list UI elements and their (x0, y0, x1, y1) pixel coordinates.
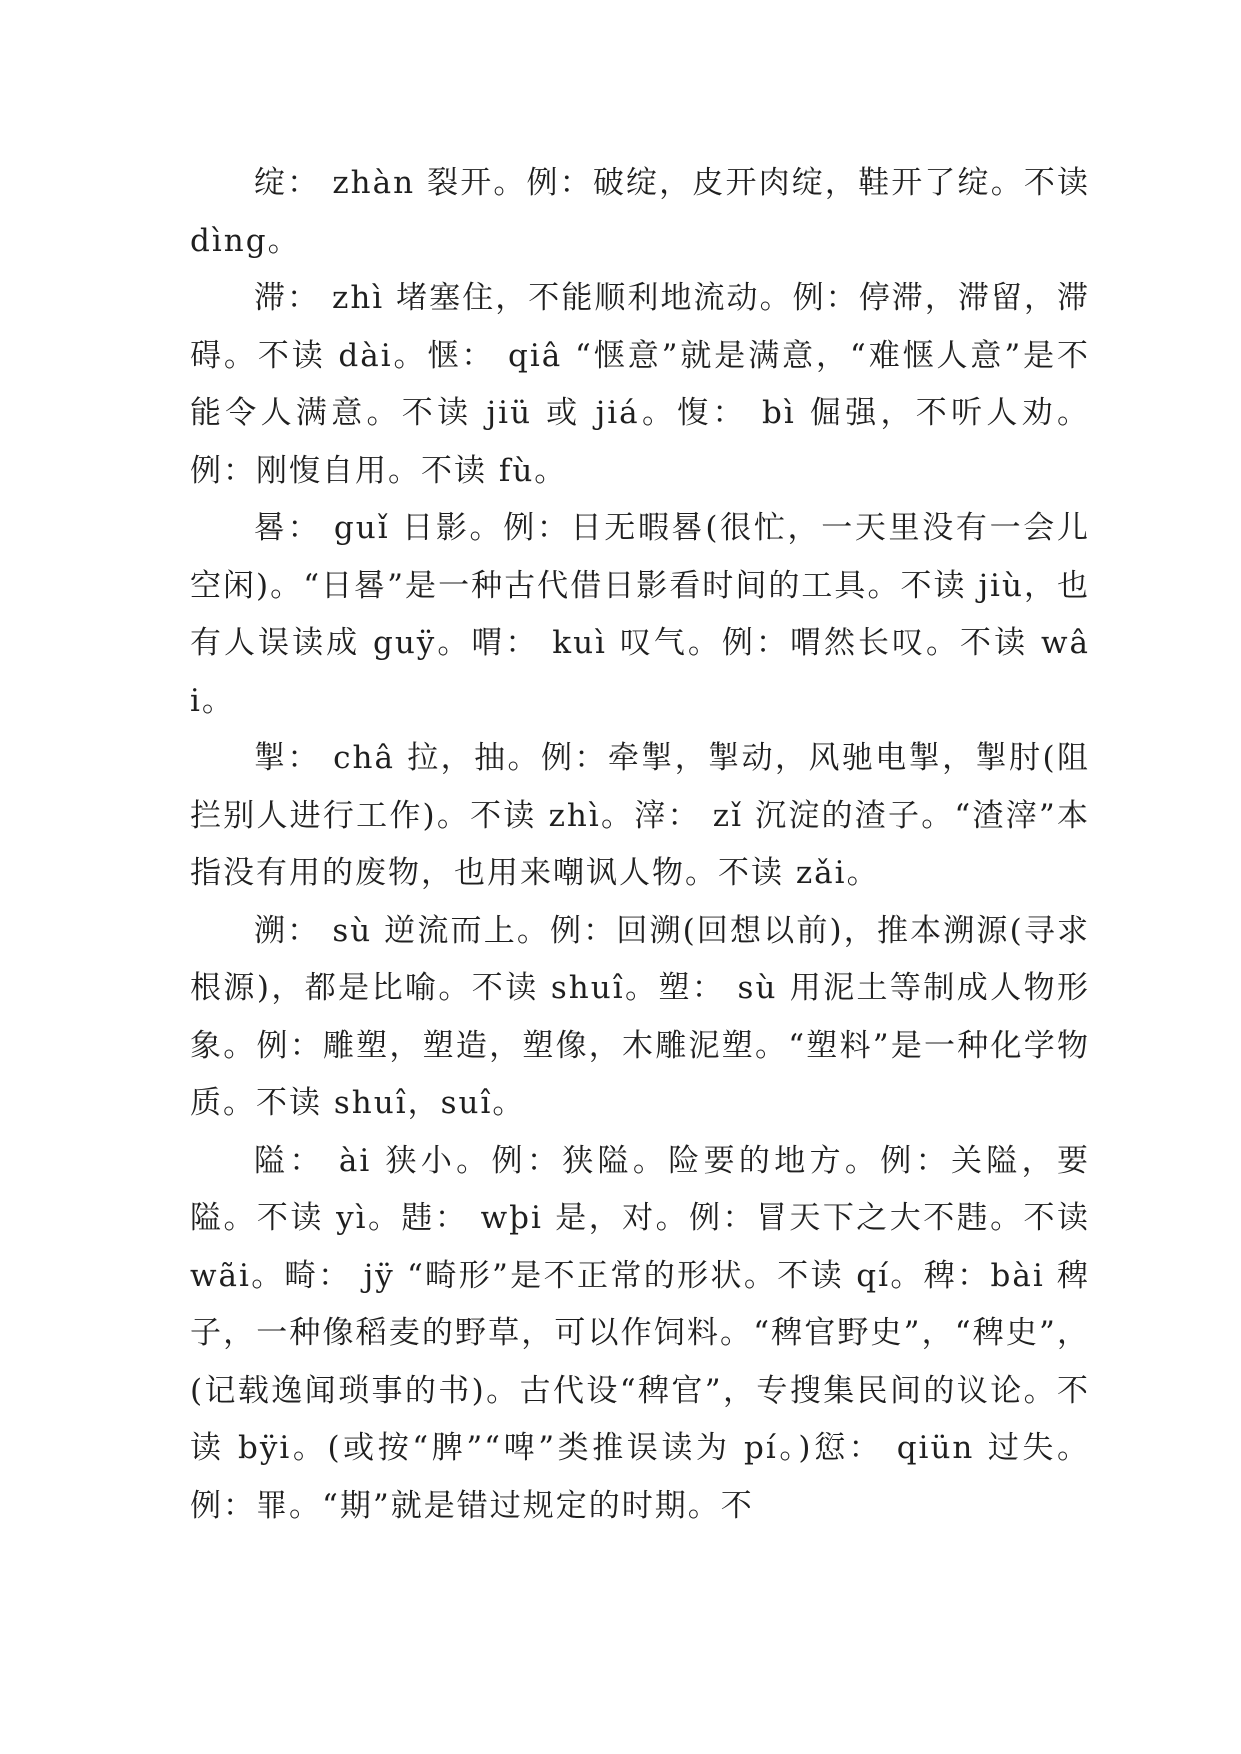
paragraph-su: 溯： sù 逆流而上。例：回溯(回想以前)，推本溯源(寻求根源)，都是比喻。不读 shuî。塑： sù 用泥土等制成人物形象。例：雕塑，塑造，塑像，木雕泥塑。“塑料”是一种化学物质。不读 shuî，suî。 (190, 912, 1090, 1121)
paragraph-che: 掣： châ 拉，抽。例：牵掣，掣动，风驰电掣，掣肘(阻拦别人进行工作)。不读 zhì。滓： zǐ 沉淀的渣子。“渣滓”本指没有用的废物，也用来嘲讽人物。不读 zǎi。 (190, 740, 1090, 891)
paragraph-zhi: 滞： zhì 堵塞住，不能顺利地流动。例：停滞，滞留，滞碍。不读 dài。惬： qiâ “惬意”就是满意，“难惬人意”是不能令人满意。不读 jiü 或 jiá。愎： bì 倔强，不听人劝。例：刚愎自用。不读 fù。 (190, 280, 1090, 489)
paragraph-gui: 晷： guǐ 日影。例：日无暇晷(很忙，一天里没有一会儿空闲)。“日晷”是一种古代借日影看时间的工具。不读 jiù，也有人误读成 guÿ。喟： kuì 叹气。例：喟然长叹。不读 wâi。 (190, 510, 1090, 719)
paragraph-ai: 隘： ài 狭小。例：狭隘。险要的地方。例：关隘，要隘。不读 yì。韪： wþi 是，对。例：冒天下之大不韪。不读 wãi。畸： jÿ “畸形”是不正常的形状。不读 qí。稗：bài 稗子，一种像稻麦的野草，可以作饲料。“稗官野史”，“稗史”，(记载逸闻琐事的书)。古代设“稗官”，专搜集民间的议论。不读 bÿi。(或按“脾”“啤”类推误读为 pí。)愆： qiün 过失。例：罪。“期”就是错过规定的时期。不 (190, 1142, 1090, 1524)
document-body (190, 155, 1090, 1535)
paragraph-zhan: 绽： zhàn 裂开。例：破绽，皮开肉绽，鞋开了绽。不读 dìng。 (190, 165, 1090, 259)
